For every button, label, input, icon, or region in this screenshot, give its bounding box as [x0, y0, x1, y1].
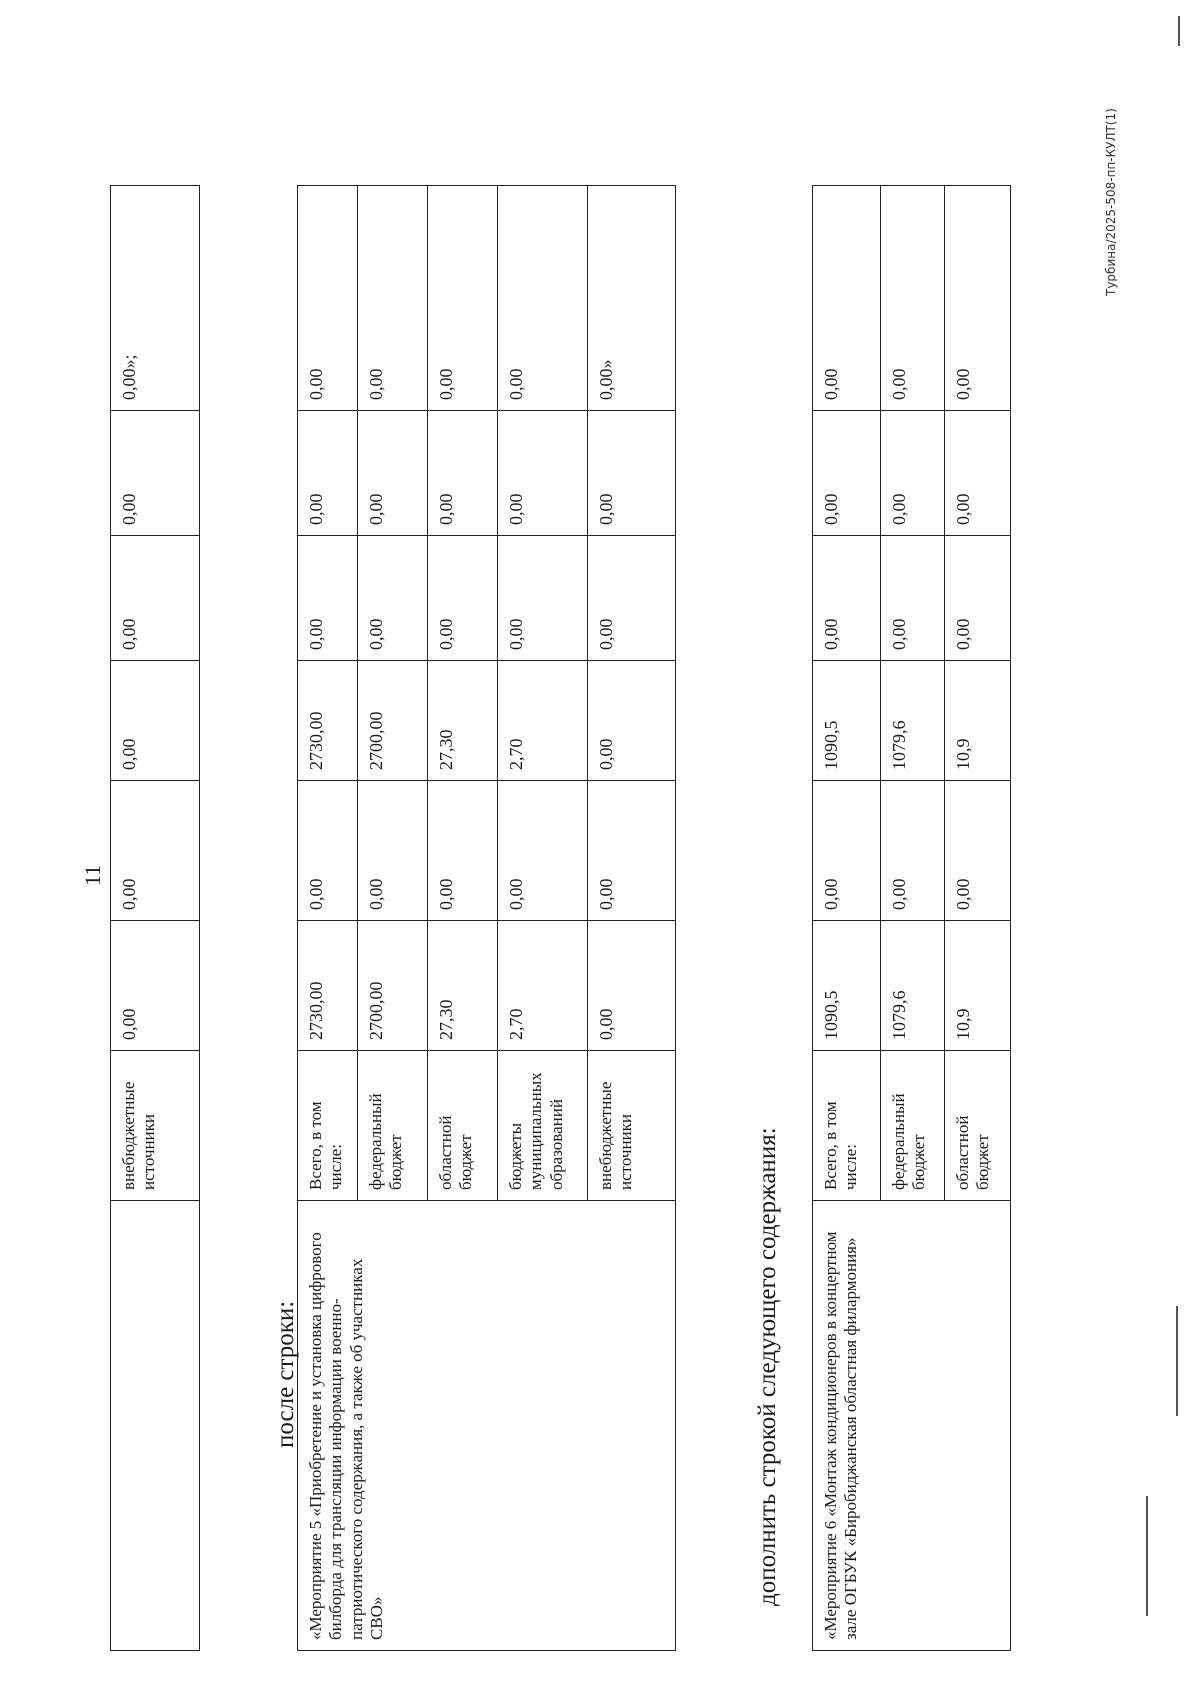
value-cell: 0,00»	[588, 186, 676, 411]
value-cell: 0,00	[111, 536, 200, 661]
value-cell: 0,00	[498, 536, 588, 661]
value-cell: 0,00»;	[111, 186, 200, 411]
value-cell: 2,70	[498, 921, 588, 1051]
value-cell: 2700,00	[358, 661, 428, 781]
value-cell: 0,00	[111, 411, 200, 536]
event-title-cell: «Мероприятие 6 «Монтаж кондиционеров в концертном зале ОГБУК «Биробиджанская областная филармония»	[813, 1201, 1011, 1651]
value-cell: 0,00	[358, 781, 428, 921]
value-cell: 0,00	[498, 781, 588, 921]
value-cell: 2730,00	[298, 921, 358, 1051]
value-cell: 0,00	[588, 536, 676, 661]
value-cell: 0,00	[945, 411, 1011, 536]
value-cell: 27,30	[428, 921, 498, 1051]
value-cell: 0,00	[358, 186, 428, 411]
table-row	[298, 186, 358, 1651]
value-cell: 0,00	[358, 536, 428, 661]
funding-source-cell: бюджеты муниципальных образований	[498, 1051, 588, 1201]
page-number: 11	[80, 864, 105, 886]
value-cell: 0,00	[498, 411, 588, 536]
event-title-cell	[111, 1201, 200, 1651]
value-cell: 0,00	[881, 781, 945, 921]
funding-source-cell: федеральный бюджет	[881, 1051, 945, 1201]
value-cell: 27,30	[428, 661, 498, 781]
value-cell: 0,00	[945, 536, 1011, 661]
value-cell: 0,00	[813, 781, 881, 921]
value-cell: 0,00	[588, 921, 676, 1051]
funding-source-cell: областной бюджет	[945, 1051, 1011, 1201]
funding-source-cell: Всего, в том числе:	[813, 1051, 881, 1201]
value-cell: 10,9	[945, 661, 1011, 781]
value-cell: 0,00	[881, 536, 945, 661]
caption-after-row: после строки:	[272, 1300, 299, 1448]
table-row	[111, 186, 200, 1651]
value-cell: 0,00	[498, 186, 588, 411]
value-cell: 1079,6	[881, 921, 945, 1051]
funding-source-cell: внебюджетные источники	[111, 1051, 200, 1201]
table-event-5	[297, 185, 676, 1651]
caption-add-row: дополнить строкой следующего содержания:	[754, 1127, 781, 1606]
funding-source-cell: Всего, в том числе:	[298, 1051, 358, 1201]
table-row	[813, 186, 881, 1651]
value-cell: 2,70	[498, 661, 588, 781]
table-event-6	[812, 185, 1011, 1651]
value-cell: 0,00	[945, 781, 1011, 921]
value-cell: 1090,5	[813, 921, 881, 1051]
value-cell: 0,00	[298, 781, 358, 921]
value-cell: 1090,5	[813, 661, 881, 781]
funding-source-cell: внебюджетные источники	[588, 1051, 676, 1201]
table-previous-tail	[110, 185, 200, 1651]
value-cell: 0,00	[428, 411, 498, 536]
funding-source-cell: областной бюджет	[428, 1051, 498, 1201]
value-cell: 0,00	[813, 536, 881, 661]
value-cell: 2700,00	[358, 921, 428, 1051]
value-cell: 0,00	[428, 536, 498, 661]
value-cell: 0,00	[358, 411, 428, 536]
value-cell: 0,00	[588, 411, 676, 536]
funding-source-cell: федеральный бюджет	[358, 1051, 428, 1201]
value-cell: 0,00	[428, 781, 498, 921]
value-cell: 0,00	[298, 411, 358, 536]
value-cell: 0,00	[111, 781, 200, 921]
value-cell: 0,00	[298, 536, 358, 661]
event-title-cell: «Мероприятие 5 «Приобретение и установка цифрового билборда для трансляции информации военно-патриотического содержания, а также об участниках СВО»	[298, 1201, 676, 1651]
value-cell: 10,9	[945, 921, 1011, 1051]
value-cell: 0,00	[428, 186, 498, 411]
value-cell: 1079,6	[881, 661, 945, 781]
value-cell: 0,00	[588, 661, 676, 781]
value-cell: 0,00	[881, 186, 945, 411]
value-cell: 0,00	[945, 186, 1011, 411]
value-cell: 0,00	[813, 411, 881, 536]
value-cell: 0,00	[881, 411, 945, 536]
value-cell: 0,00	[111, 661, 200, 781]
scan-mark	[1178, 16, 1180, 46]
scan-mark	[1146, 1496, 1148, 1616]
value-cell: 0,00	[813, 186, 881, 411]
value-cell: 0,00	[111, 921, 200, 1051]
scan-mark	[1176, 1306, 1178, 1416]
document-reference: Турбина/2025-508-пп-КУЛТ(1)	[1104, 108, 1118, 296]
value-cell: 0,00	[298, 186, 358, 411]
value-cell: 2730,00	[298, 661, 358, 781]
value-cell: 0,00	[588, 781, 676, 921]
